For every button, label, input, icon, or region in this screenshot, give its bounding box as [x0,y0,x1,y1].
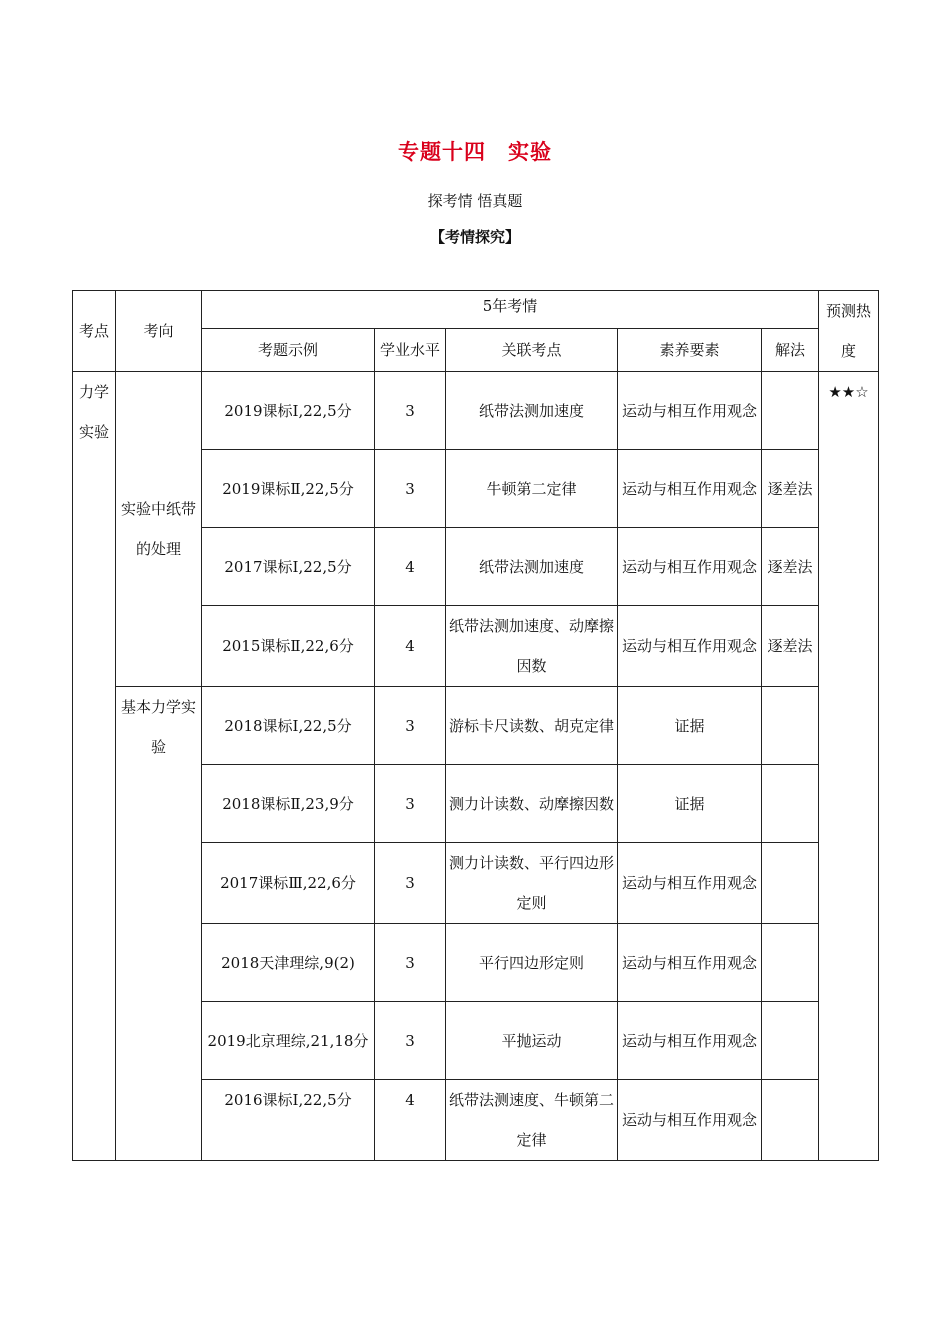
kaodian-cell: 力学实验 [73,372,116,1161]
literacy-cell: 运动与相互作用观念 [618,1002,762,1080]
related-cell: 测力计读数、平行四边形定则 [446,843,618,924]
level-cell: 4 [375,1080,446,1161]
heat-rating: ★★☆ [819,372,879,1161]
related-cell: 平抛运动 [446,1002,618,1080]
method-cell [762,1080,819,1161]
example-cell: 2019北京理综,21,18分 [202,1002,375,1080]
literacy-cell: 证据 [618,687,762,765]
method-cell [762,687,819,765]
example-cell: 2016课标Ⅰ,22,5分 [202,1080,375,1161]
header-example: 考题示例 [202,329,375,372]
header-five-year: 5年考情 [202,291,819,329]
related-cell: 纸带法测加速度 [446,528,618,606]
literacy-cell: 运动与相互作用观念 [618,1080,762,1161]
related-cell: 纸带法测速度、牛顿第二定律 [446,1080,618,1161]
example-cell: 2018天津理综,9(2) [202,924,375,1002]
level-cell: 3 [375,924,446,1002]
level-cell: 3 [375,450,446,528]
page-title: 专题十四 实验 [398,139,552,164]
level-cell: 4 [375,528,446,606]
page-subtitle: 探考情 悟真题 [427,192,523,210]
header-kaoxiang: 考向 [116,291,202,372]
related-cell: 牛顿第二定律 [446,450,618,528]
table-row [73,687,879,765]
related-cell: 纸带法测加速度、动摩擦因数 [446,606,618,687]
header-heat: 预测热度 [819,291,879,372]
table-row [73,372,879,450]
literacy-cell: 运动与相互作用观念 [618,606,762,687]
literacy-cell: 运动与相互作用观念 [618,843,762,924]
method-cell [762,843,819,924]
level-cell: 3 [375,687,446,765]
kaoxiang-group: 基本力学实验 [116,687,202,1161]
literacy-cell: 运动与相互作用观念 [618,450,762,528]
example-cell: 2019课标Ⅰ,22,5分 [202,372,375,450]
method-cell [762,924,819,1002]
section-heading: 【考情探究】 [429,228,520,246]
level-cell: 3 [375,1002,446,1080]
example-cell: 2017课标Ⅰ,22,5分 [202,528,375,606]
header-literacy: 素养要素 [618,329,762,372]
level-cell: 3 [375,765,446,843]
literacy-cell: 运动与相互作用观念 [618,372,762,450]
method-cell [762,1002,819,1080]
related-cell: 游标卡尺读数、胡克定律 [446,687,618,765]
level-cell: 3 [375,372,446,450]
method-cell: 逐差法 [762,606,819,687]
related-cell: 平行四边形定则 [446,924,618,1002]
method-cell: 逐差法 [762,450,819,528]
example-cell: 2017课标Ⅲ,22,6分 [202,843,375,924]
level-cell: 4 [375,606,446,687]
example-cell: 2018课标Ⅱ,23,9分 [202,765,375,843]
literacy-cell: 运动与相互作用观念 [618,528,762,606]
kaoxiang-group: 实验中纸带的处理 [116,372,202,687]
header-level: 学业水平 [375,329,446,372]
example-cell: 2019课标Ⅱ,22,5分 [202,450,375,528]
example-cell: 2015课标Ⅱ,22,6分 [202,606,375,687]
example-cell: 2018课标Ⅰ,22,5分 [202,687,375,765]
related-cell: 测力计读数、动摩擦因数 [446,765,618,843]
related-cell: 纸带法测加速度 [446,372,618,450]
exam-analysis-table [72,290,879,1161]
header-method: 解法 [762,329,819,372]
method-cell [762,765,819,843]
literacy-cell: 证据 [618,765,762,843]
level-cell: 3 [375,843,446,924]
method-cell [762,372,819,450]
header-related: 关联考点 [446,329,618,372]
header-kaodian: 考点 [73,291,116,372]
method-cell: 逐差法 [762,528,819,606]
literacy-cell: 运动与相互作用观念 [618,924,762,1002]
